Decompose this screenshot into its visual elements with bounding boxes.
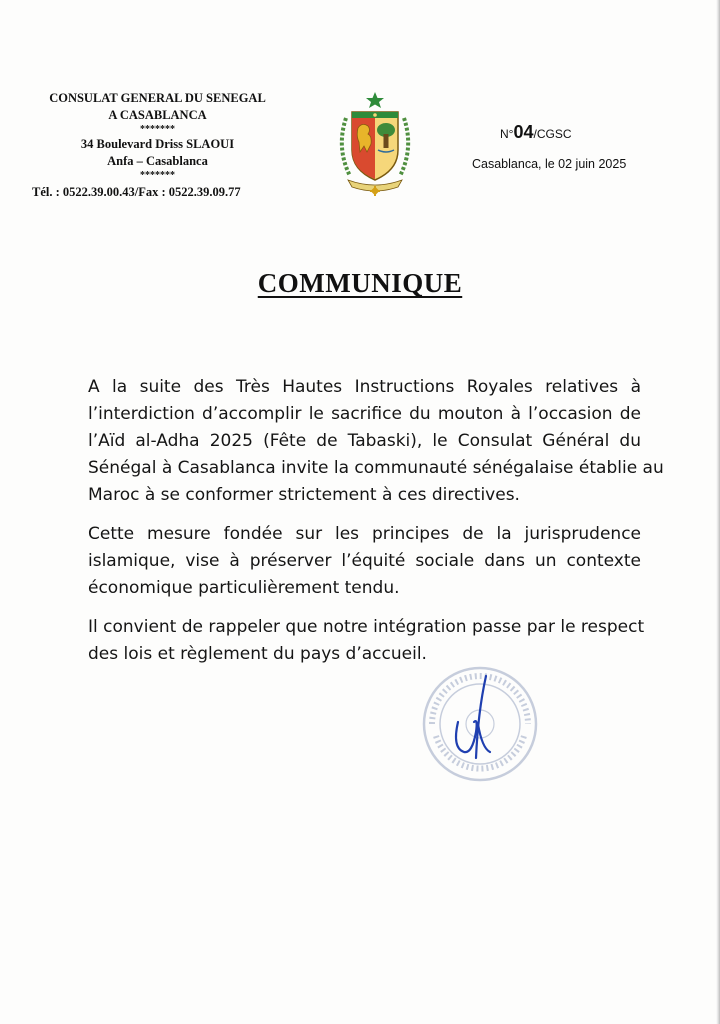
sender-separator: ******* — [140, 124, 175, 135]
reference-number — [500, 122, 572, 143]
communique-body — [88, 374, 664, 680]
sender-line-2: A CASABLANCA — [108, 108, 207, 122]
body-line: Cette mesure fondée sur les principes de la jurisprudence — [88, 524, 641, 544]
title-text: COMMUNIQUE — [257, 268, 463, 298]
reference-digits: 04 — [513, 122, 534, 142]
body-line: Il convient de rappeler que notre intégration passe par le respect — [88, 617, 645, 637]
body-line: Maroc à se conformer strictement à ces directives. — [88, 485, 520, 505]
paragraph-3 — [88, 614, 645, 668]
letter-date: Casablanca, le 02 juin 2025 — [472, 157, 627, 171]
sender-line-1: CONSULAT GENERAL DU SENEGAL — [49, 91, 266, 105]
sender-separator-2: ******* — [140, 170, 175, 181]
body-line: économique particulièrement tendu. — [88, 578, 400, 598]
sender-block — [30, 90, 285, 201]
sender-address-2: Anfa – Casablanca — [107, 154, 208, 168]
reference-suffix: /CGSC — [533, 127, 572, 141]
official-stamp-icon — [424, 668, 536, 780]
body-line: l’Aïd al-Adha 2025 (Fête de Tabaski), le Consulat Général du — [88, 431, 641, 451]
paragraph-1 — [88, 374, 664, 509]
senegal-coat-of-arms-icon — [328, 88, 422, 198]
body-line: A la suite des Très Hautes Instructions Royales relatives à — [88, 377, 641, 397]
paragraph-2 — [88, 521, 641, 602]
body-line: islamique, vise à préserver l’équité sociale dans un contexte — [88, 551, 641, 571]
scan-edge — [716, 0, 720, 1024]
body-line: l’interdiction d’accomplir le sacrifice du mouton à l’occasion de — [88, 404, 641, 424]
sender-phone: Tél. : 0522.39.00.43/Fax : 0522.39.09.77 — [32, 185, 241, 199]
consulate-stamp-with-signature — [412, 662, 552, 787]
sender-address-1: 34 Boulevard Driss SLAOUI — [80, 137, 235, 151]
body-line: des lois et règlement du pays d’accueil. — [88, 644, 427, 664]
body-line: Sénégal à Casablanca invite la communauté sénégalaise établie au — [88, 458, 664, 478]
reference-prefix: N° — [500, 127, 514, 141]
document-title — [0, 268, 720, 299]
